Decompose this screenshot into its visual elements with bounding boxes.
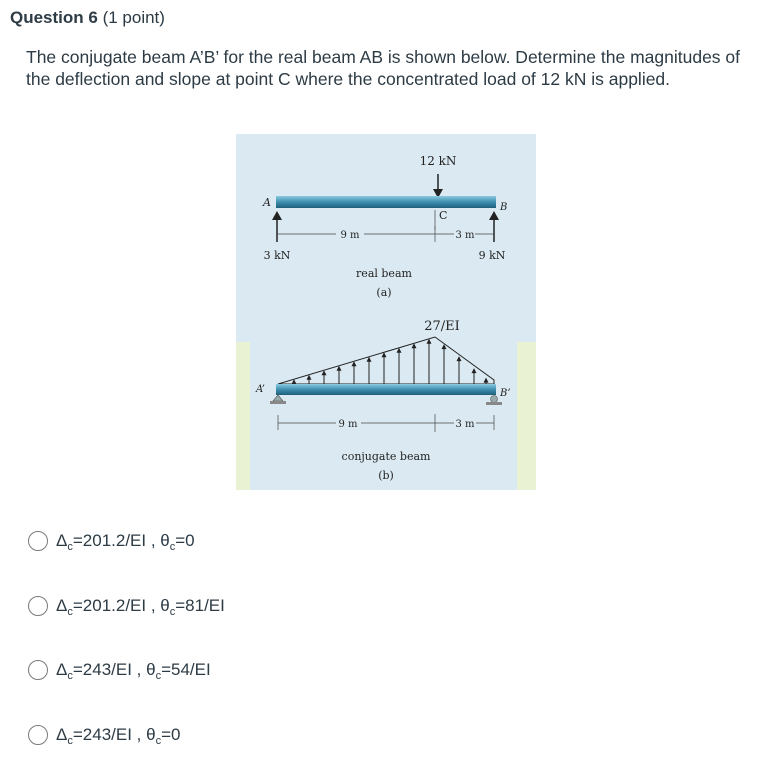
dim-right-b: 3 m bbox=[455, 419, 475, 430]
radio-button-4[interactable] bbox=[28, 725, 48, 745]
answer-option-1[interactable] bbox=[28, 528, 195, 554]
answer-option-3-label: $\Delta_c=243/EI$ , $\theta_c=54/EI$ bbox=[56, 660, 211, 682]
label-a-prime: A’ bbox=[256, 384, 265, 395]
beam-diagram bbox=[236, 134, 536, 490]
caption-a-sub: (a) bbox=[376, 286, 392, 299]
answer-option-4[interactable] bbox=[28, 722, 180, 748]
radio-button-3[interactable] bbox=[28, 660, 48, 680]
question-text: The conjugate beam A’B’ for the real beam AB is shown below. Determine the magnitudes of the deflection and slope at point C where the concentrated load of 12 kN is applied. bbox=[26, 47, 741, 89]
label-a: A bbox=[263, 196, 271, 209]
answer-option-4-label: $\Delta_c=243/EI$ , $\theta_c=0$ bbox=[56, 725, 181, 747]
conjugate-beam bbox=[276, 384, 496, 395]
caption-b-sub: (b) bbox=[378, 469, 394, 482]
question-header bbox=[10, 8, 165, 28]
reaction-right-label: 9 kN bbox=[478, 249, 506, 262]
label-c: C bbox=[439, 209, 448, 222]
label-b: B bbox=[500, 202, 508, 213]
answer-option-3[interactable] bbox=[28, 657, 211, 683]
side-panel-right bbox=[517, 342, 536, 490]
answer-option-2-label: $\Delta_c=201.2/EI$ , $\theta_c=81/EI$ bbox=[56, 596, 225, 618]
label-b-prime: B’ bbox=[500, 388, 511, 399]
caption-b-title: conjugate beam bbox=[341, 450, 431, 463]
question-points: (1 point) bbox=[97, 8, 165, 27]
peak-label: 27/EI bbox=[424, 319, 460, 334]
side-panel-left bbox=[236, 342, 250, 490]
answer-option-2[interactable] bbox=[28, 593, 225, 619]
load-label: 12 kN bbox=[419, 154, 457, 168]
question-title: Question 6 bbox=[10, 8, 98, 27]
answer-option-1-label: $\Delta_c=201.2/EI$ , $\theta_c=0$ bbox=[56, 531, 195, 553]
caption-a-title: real beam bbox=[356, 267, 412, 280]
radio-button-2[interactable] bbox=[28, 596, 48, 616]
dim-left-a: 9 m bbox=[340, 230, 360, 241]
real-beam bbox=[276, 196, 496, 208]
reaction-left-label: 3 kN bbox=[263, 249, 291, 262]
figure-background bbox=[236, 134, 536, 490]
beam-figure bbox=[236, 134, 536, 490]
dim-right-a: 3 m bbox=[455, 230, 475, 241]
radio-button-1[interactable] bbox=[28, 531, 48, 551]
dim-left-b: 9 m bbox=[338, 419, 358, 430]
